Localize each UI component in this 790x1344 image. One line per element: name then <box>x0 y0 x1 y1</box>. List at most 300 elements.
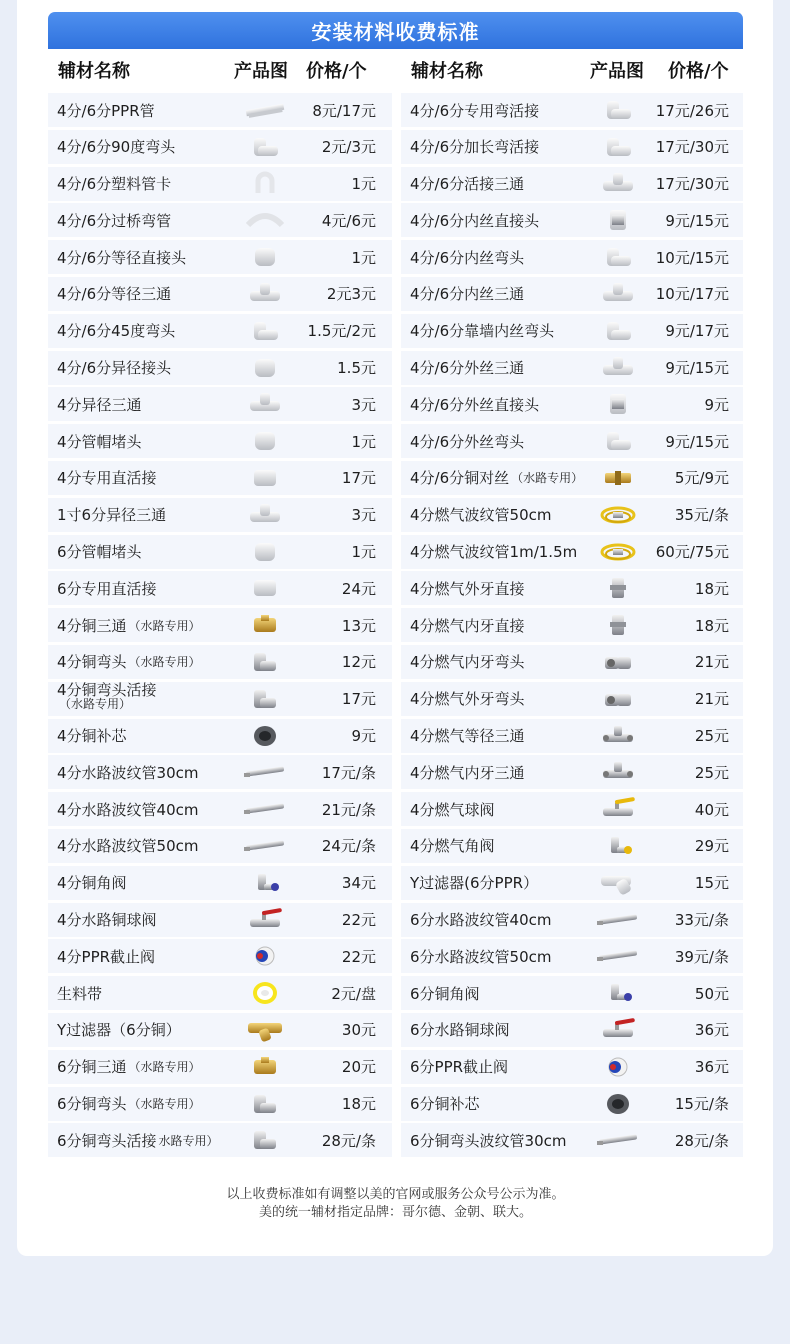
item-name-text: 4分/6分外丝直接头 <box>410 395 540 414</box>
brass-tee-icon <box>244 612 286 638</box>
item-note: （水路专用） <box>128 1097 201 1112</box>
item-price: 17元/30元 <box>655 138 729 157</box>
header-name-right: 辅材名称 <box>411 61 483 82</box>
item-price: 9元/15元 <box>665 211 729 230</box>
item-name-text: 4分/6分异径接头 <box>57 359 172 378</box>
table-row <box>401 277 743 311</box>
table-row <box>401 571 743 605</box>
bushing-icon <box>597 1091 639 1117</box>
angle-valve-icon <box>244 870 286 896</box>
item-name <box>57 866 127 900</box>
item-name <box>57 608 201 642</box>
item-name <box>57 130 175 164</box>
tee-icon <box>244 281 286 307</box>
bellows-hose-icon <box>244 833 286 859</box>
table-row <box>48 461 392 495</box>
item-note: （水路专用） <box>511 471 584 486</box>
tee-icon <box>244 391 286 417</box>
item-name-text: 4分铜弯头 <box>57 653 127 672</box>
item-price: 17元 <box>341 690 376 709</box>
item-price: 36元 <box>694 1058 729 1077</box>
item-name <box>57 903 157 937</box>
item-name <box>410 829 495 863</box>
item-name <box>410 792 495 826</box>
item-name <box>410 498 552 532</box>
item-price: 1元 <box>351 432 376 451</box>
table-row <box>401 461 743 495</box>
item-name <box>410 1050 508 1084</box>
item-name <box>57 1050 201 1084</box>
item-name-text: 6分水路铜球阀 <box>410 1021 510 1040</box>
elbow45-icon <box>244 318 286 344</box>
item-name <box>410 755 525 789</box>
table-row <box>48 424 392 458</box>
item-price: 17元 <box>341 469 376 488</box>
item-name-text: 6分铜三通 <box>57 1058 127 1077</box>
item-name <box>410 240 524 274</box>
bellows-hose-icon <box>597 907 639 933</box>
item-name-text: 4分管帽堵头 <box>57 432 142 451</box>
item-name-text: 4分燃气内牙弯头 <box>410 653 525 672</box>
item-name-text: 4分/6分铜对丝 <box>410 469 510 488</box>
item-price: 18元 <box>694 579 729 598</box>
item-name <box>410 571 525 605</box>
male-tee-icon <box>597 355 639 381</box>
item-name <box>410 424 524 458</box>
item-name-text: 4分水路铜球阀 <box>57 911 157 930</box>
item-price: 9元 <box>351 727 376 746</box>
item-name-text: 6分水路波纹管40cm <box>410 911 552 930</box>
item-price: 22元 <box>341 947 376 966</box>
item-name-text: 6分铜补芯 <box>410 1095 480 1114</box>
item-name <box>410 351 524 385</box>
right-column <box>401 93 743 1160</box>
cap-icon <box>244 539 286 565</box>
table-row <box>401 755 743 789</box>
item-name <box>57 203 171 237</box>
long-elbow-union-icon <box>597 134 639 160</box>
bellows-hose-icon <box>597 943 639 969</box>
item-name-text: 4分燃气内牙直接 <box>410 616 525 635</box>
table-row <box>48 1087 392 1121</box>
bushing-icon <box>244 723 286 749</box>
table-row <box>401 719 743 753</box>
item-name <box>410 1013 510 1047</box>
item-note: （水路专用） <box>59 696 132 711</box>
header-price-left: 价格/个 <box>306 61 367 82</box>
item-name <box>57 1123 219 1157</box>
item-name <box>410 719 525 753</box>
item-name <box>57 535 142 569</box>
table-row <box>401 314 743 348</box>
table-row <box>401 976 743 1010</box>
table-row <box>48 1123 392 1157</box>
item-name-text: 4分PPR截止阀 <box>57 947 156 966</box>
ptfe-tape-icon <box>244 980 286 1006</box>
footer-line-1: 以上收费标准如有调整以美的官网或服务公众号公示为准。 <box>226 1187 565 1202</box>
table-row <box>48 903 392 937</box>
item-name <box>410 277 524 311</box>
item-note: （水路专用） <box>128 618 201 633</box>
item-name-text: 4分/6分内丝弯头 <box>410 248 525 267</box>
footer-line-2: 美的统一辅材指定品牌：哥尔德、金朝、联大。 <box>258 1205 532 1220</box>
table-row <box>48 351 392 385</box>
item-name <box>410 939 552 973</box>
item-name-text: 4分燃气内牙三通 <box>410 763 525 782</box>
item-name <box>410 608 525 642</box>
item-name-text: 4分/6分90度弯头 <box>57 138 176 157</box>
item-price: 29元 <box>694 837 729 856</box>
item-name-text: 4分/6分内丝直接头 <box>410 211 540 230</box>
gas-hose-icon <box>597 502 639 528</box>
item-name-text: 4分水路波纹管40cm <box>57 800 199 819</box>
item-price: 10元/17元 <box>655 285 729 304</box>
table-row <box>401 903 743 937</box>
item-name <box>57 976 102 1010</box>
item-price: 4元/6元 <box>321 211 376 230</box>
male-coupling-icon <box>597 391 639 417</box>
item-name-text: 4分燃气角阀 <box>410 837 495 856</box>
table-row <box>401 240 743 274</box>
item-price: 21元 <box>694 690 729 709</box>
table-row <box>401 608 743 642</box>
item-name-text: 6分铜弯头活接 <box>57 1131 157 1150</box>
item-price: 12元 <box>341 653 376 672</box>
item-name-text: 4分异径三通 <box>57 395 142 414</box>
item-name-text: 4分燃气球阀 <box>410 800 495 819</box>
item-note: 水路专用） <box>158 1133 219 1148</box>
left-column <box>48 93 392 1160</box>
brass-elbow-icon <box>244 649 286 675</box>
item-name-text: 6分铜角阀 <box>410 984 480 1003</box>
union-tee-icon <box>597 171 639 197</box>
table-row <box>48 1013 392 1047</box>
item-price: 3元 <box>351 506 376 525</box>
item-name-text: 4分/6分专用弯活接 <box>410 101 540 120</box>
brass-elbow-icon <box>244 1091 286 1117</box>
item-name-text: 4分燃气波纹管1m/1.5m <box>410 543 578 562</box>
bellows-hose-icon <box>244 796 286 822</box>
page-title: 安装材料收费标准 <box>48 12 743 49</box>
item-name-text: Y过滤器（6分铜） <box>57 1021 181 1040</box>
item-price: 5元/9元 <box>674 469 729 488</box>
table-row <box>48 93 392 127</box>
item-name <box>57 680 157 714</box>
item-name <box>57 424 142 458</box>
item-name-text: 4分燃气波纹管50cm <box>410 506 552 525</box>
item-name-text: 6分水路波纹管50cm <box>410 947 552 966</box>
item-name <box>57 1087 201 1121</box>
item-price: 35元/条 <box>674 506 729 525</box>
item-price: 8元/17元 <box>312 101 376 120</box>
item-name-text: 4分/6分活接三通 <box>410 175 525 194</box>
gas-male-connector-icon <box>597 575 639 601</box>
table-row <box>401 424 743 458</box>
item-price: 25元 <box>694 727 729 746</box>
item-name-text: 6分管帽堵头 <box>57 543 142 562</box>
item-name <box>410 535 577 569</box>
item-name <box>57 498 166 532</box>
item-price: 50元 <box>694 984 729 1003</box>
item-name-text: 4分铜补芯 <box>57 727 127 746</box>
item-name-text: 6分铜弯头波纹管30cm <box>410 1131 567 1150</box>
item-name-text: 4分水路波纹管50cm <box>57 837 199 856</box>
item-name-text: 6分铜弯头 <box>57 1095 127 1114</box>
item-price: 22元 <box>341 911 376 930</box>
table-row <box>48 829 392 863</box>
item-name-text: 生料带 <box>57 984 103 1003</box>
item-name <box>410 903 552 937</box>
item-price: 17元/条 <box>321 763 376 782</box>
table-row <box>401 498 743 532</box>
table-row <box>48 130 392 164</box>
table-row <box>48 976 392 1010</box>
union-icon <box>244 465 286 491</box>
pipe-clip-icon <box>244 171 286 197</box>
table-row <box>401 1050 743 1084</box>
item-price: 21元 <box>694 653 729 672</box>
gas-female-connector-icon <box>597 612 639 638</box>
item-name-text: 4分燃气等径三通 <box>410 727 525 746</box>
item-name <box>57 351 171 385</box>
item-price: 1.5元/2元 <box>307 322 376 341</box>
item-price: 1元 <box>351 175 376 194</box>
item-name <box>410 645 525 679</box>
item-name-text: 4分铜三通 <box>57 616 127 635</box>
item-name-text: 4分/6分加长弯活接 <box>410 138 540 157</box>
table-row <box>48 203 392 237</box>
item-price: 1.5元 <box>337 359 376 378</box>
item-note: （水路专用） <box>128 655 201 670</box>
wall-elbow-icon <box>597 318 639 344</box>
item-price: 9元/15元 <box>665 359 729 378</box>
gas-elbow-icon <box>597 686 639 712</box>
table-row <box>48 645 392 679</box>
item-price: 20元 <box>341 1058 376 1077</box>
gas-ball-valve-icon <box>597 796 639 822</box>
item-price: 39元/条 <box>674 947 729 966</box>
stop-valve-icon <box>244 943 286 969</box>
table-row <box>401 93 743 127</box>
header-price-right: 价格/个 <box>668 61 729 82</box>
table-row <box>401 535 743 569</box>
item-name <box>57 314 175 348</box>
item-name-text: 4分/6分45度弯头 <box>57 322 176 341</box>
ppr-pipe-icon <box>244 97 286 123</box>
item-price: 40元 <box>694 800 729 819</box>
item-price: 24元 <box>341 579 376 598</box>
item-price: 21元/条 <box>321 800 376 819</box>
item-name-text: 4分/6分外丝弯头 <box>410 432 525 451</box>
item-price: 36元 <box>694 1021 729 1040</box>
elbow-union-icon <box>597 97 639 123</box>
item-name <box>57 1013 181 1047</box>
item-name <box>410 682 525 716</box>
item-price: 33元/条 <box>674 911 729 930</box>
brass-elbow-union-icon <box>244 1127 286 1153</box>
item-name-text: 4分/6分等径直接头 <box>57 248 187 267</box>
item-name <box>57 461 157 495</box>
table-row <box>401 351 743 385</box>
gas-tee-icon <box>597 723 639 749</box>
item-price: 34元 <box>341 874 376 893</box>
table-row <box>48 387 392 421</box>
ball-valve-icon <box>244 907 286 933</box>
item-name <box>410 93 539 127</box>
item-price: 2元/盘 <box>331 984 376 1003</box>
table-row <box>401 203 743 237</box>
table-row <box>401 792 743 826</box>
item-price: 9元/17元 <box>665 322 729 341</box>
item-name-text: 4分燃气外牙弯头 <box>410 690 525 709</box>
bridge-bend-icon <box>244 207 286 233</box>
item-name-text: Y过滤器(6分PPR） <box>410 874 539 893</box>
item-name <box>57 167 171 201</box>
item-name <box>410 387 539 421</box>
table-row <box>48 314 392 348</box>
table-row <box>401 829 743 863</box>
item-price: 18元 <box>694 616 729 635</box>
item-price: 15元 <box>694 874 729 893</box>
table-row <box>48 866 392 900</box>
female-tee-icon <box>597 281 639 307</box>
item-name <box>57 277 171 311</box>
item-price: 30元 <box>341 1021 376 1040</box>
item-name <box>410 130 539 164</box>
table-row <box>48 719 392 753</box>
item-price: 18元 <box>341 1095 376 1114</box>
item-price: 28元/条 <box>674 1131 729 1150</box>
item-price: 9元 <box>704 395 729 414</box>
bellows-hose-icon <box>244 759 286 785</box>
table-row <box>401 130 743 164</box>
item-price: 25元 <box>694 763 729 782</box>
table-row <box>401 1013 743 1047</box>
table-row <box>401 1123 743 1157</box>
angle-valve-icon <box>597 980 639 1006</box>
item-name <box>57 939 155 973</box>
item-name <box>57 792 199 826</box>
item-name <box>410 167 524 201</box>
item-name <box>410 314 554 348</box>
union-icon <box>244 575 286 601</box>
table-row <box>48 1050 392 1084</box>
table-row <box>48 608 392 642</box>
item-name-text: 4分/6分塑料管卡 <box>57 175 172 194</box>
item-name-text: 4分/6分外丝三通 <box>410 359 525 378</box>
item-price: 1元 <box>351 543 376 562</box>
table-row <box>401 645 743 679</box>
bellows-hose-icon <box>597 1127 639 1153</box>
item-name <box>410 866 538 900</box>
item-name-text: 4分燃气外牙直接 <box>410 579 525 598</box>
table-row <box>401 167 743 201</box>
item-name-text: 4分铜角阀 <box>57 874 127 893</box>
item-price: 17元/26元 <box>655 101 729 120</box>
table-row <box>48 682 392 716</box>
item-price: 17元/30元 <box>655 175 729 194</box>
gas-angle-valve-icon <box>597 833 639 859</box>
item-name-text: 6分专用直活接 <box>57 579 157 598</box>
stop-valve-icon <box>597 1054 639 1080</box>
table-row <box>401 387 743 421</box>
ball-valve-icon <box>597 1017 639 1043</box>
item-name <box>57 571 157 605</box>
item-name <box>57 240 186 274</box>
tee-icon <box>244 502 286 528</box>
item-name-text: 6分PPR截止阀 <box>410 1058 509 1077</box>
header-image-right: 产品图 <box>590 61 644 82</box>
item-name-text: 4分/6分内丝三通 <box>410 285 525 304</box>
female-elbow-icon <box>597 244 639 270</box>
male-elbow-icon <box>597 428 639 454</box>
item-price: 1元 <box>351 248 376 267</box>
brass-nipple-icon <box>597 465 639 491</box>
table-row <box>401 1087 743 1121</box>
gas-elbow-icon <box>597 649 639 675</box>
item-price: 60元/75元 <box>655 543 729 562</box>
table-row <box>48 939 392 973</box>
header-name-left: 辅材名称 <box>58 61 130 82</box>
item-name <box>57 387 142 421</box>
header-image-left: 产品图 <box>234 61 288 82</box>
table-row <box>48 535 392 569</box>
item-name-text: 4分/6分等径三通 <box>57 285 172 304</box>
footer-note <box>48 1186 743 1222</box>
coupling-icon <box>244 244 286 270</box>
item-name-text: 4分/6分PPR管 <box>57 101 155 120</box>
item-price: 24元/条 <box>321 837 376 856</box>
item-price: 13元 <box>341 616 376 635</box>
item-name <box>410 461 583 495</box>
table-row <box>401 939 743 973</box>
gas-hose-icon <box>597 539 639 565</box>
item-name-text: 4分铜弯头活接 <box>57 680 157 699</box>
reducer-icon <box>244 355 286 381</box>
item-name <box>57 719 127 753</box>
table-row <box>48 240 392 274</box>
female-coupling-icon <box>597 207 639 233</box>
item-price: 2元3元 <box>326 285 376 304</box>
cap-icon <box>244 428 286 454</box>
item-name <box>410 203 539 237</box>
item-price: 3元 <box>351 395 376 414</box>
item-name <box>57 93 155 127</box>
brass-elbow-union-icon <box>244 686 286 712</box>
item-name-text: 1寸6分异径三通 <box>57 506 167 525</box>
gas-tee-icon <box>597 759 639 785</box>
table-row <box>48 571 392 605</box>
table-row <box>48 277 392 311</box>
item-name <box>57 645 201 679</box>
item-name-text: 4分/6分靠墙内丝弯头 <box>410 322 555 341</box>
item-price: 9元/15元 <box>665 432 729 451</box>
item-name <box>57 829 199 863</box>
item-name <box>410 1087 480 1121</box>
item-price: 2元/3元 <box>321 138 376 157</box>
table-row <box>48 167 392 201</box>
item-name <box>57 755 199 789</box>
item-price: 28元/条 <box>321 1131 376 1150</box>
table-row <box>48 792 392 826</box>
item-price: 15元/条 <box>674 1095 729 1114</box>
item-price: 10元/15元 <box>655 248 729 267</box>
item-note: （水路专用） <box>128 1060 201 1075</box>
item-name-text: 4分/6分过桥弯管 <box>57 211 172 230</box>
table-row <box>401 682 743 716</box>
table-row <box>48 755 392 789</box>
item-name <box>410 1123 567 1157</box>
